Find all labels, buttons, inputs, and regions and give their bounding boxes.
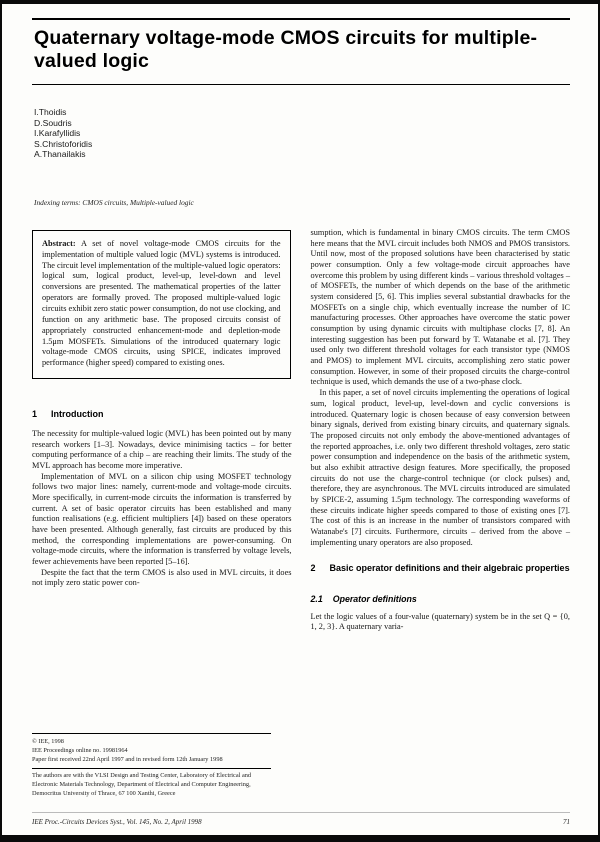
- abstract-box: [32, 230, 291, 379]
- section-1-heading: [32, 409, 292, 421]
- intro-paragraph: Implementation of MVL on a silicon chip using MOSFET technology follows two major lines: namely, current-mode and voltage-mode circuits. More specifically, in current-mode circuits the information is transferred by current. A set of basic operator circuits has been established and many function realisations (e.g. efficient multipliers [4]) based on these operators have been presented. Although generally, fast circuits are produced by this method, the corresponding implementations are power-consuming. On voltage-mode circuits, where the information is transferred by voltage levels, fewer achievements have been reported [5–16].: [32, 471, 292, 567]
- body-paragraph: sumption, which is fundamental in binary CMOS circuits. The term CMOS here means that the MVL circuit includes both NMOS and PMOS transistors. Until now, most of the proposed solutions have been characterised by static power consumption. Only a few voltage-mode circuit approaches have overcome this problem by using different kinds – various threshold voltages – of MOSFETs, the number of which depends on the base of the arithmetic system considered [5, 6]. This implies several substantial drawbacks for the MOSFETs on a single chip, which eventually increase the number of IC manufacturing processes. Other approaches have overcome the static power consumption by using dynamic circuits with multiphase clocks [7, 8]. An interesting suggestion has been put forward by T. Watanabe et al. [7]. They used only two different threshold voltages for each transistor type (NMOS and PMOS) to implement MVL circuits, accomplishing zero static power consumption. However, in some of their proposed circuits the charge-control technique is used, which demands the use of a two-phase clock.: [310, 227, 570, 387]
- author: S.Christoforidis: [34, 138, 93, 149]
- footnote-block: [32, 733, 271, 799]
- top-rule: [32, 18, 570, 20]
- section-2-heading: [311, 563, 571, 575]
- received-line: Paper first received 22nd April 1997 and in revised form 12th January 1998: [32, 755, 223, 763]
- section-number: 2: [310, 563, 316, 574]
- body-paragraph: Let the logic values of a four-value (quaternary) system be in the set Q = {0, 1, 2, 3}. A quaternary varia-: [310, 611, 570, 632]
- title-bottom-rule: [32, 84, 570, 85]
- abstract-body: A set of novel voltage-mode CMOS circuits for the implementation of multiple valued logic (MVL) systems is introduced. The circuit level implementation of the multiple-valued logic operators: logical sum, logical product, level-up, level-down and level conversions are presented. The mathematical properties of the latter operators are formally proved. The proposed multiple-valued logic circuits exhibit zero static power consumption, do not use clocking, and function on any arithmetic base. The proposed circuits consist of appropriately constructed enhancement-mode and depletion-mode 1.5μm MOSFETs. Simulations of the introduced quaternary logic voltage-mode CMOS circuits, using SPICE, indicates improved performance (higher speed) compared to existing ones.: [42, 238, 281, 368]
- section-title: Basic operator definitions and their algebraic properties: [329, 563, 570, 574]
- two-column-body: [32, 228, 570, 799]
- footnote-divider: [32, 768, 271, 769]
- author-list: [34, 107, 570, 159]
- subsection-number: 2.1: [310, 594, 323, 605]
- left-column: [32, 228, 292, 799]
- intro-paragraph: Despite the fact that the term CMOS is also used in MVL circuits, it does not imply zero static power con-: [32, 567, 292, 588]
- paper-title: Quaternary voltage-mode CMOS circuits for multiple-valued logic: [34, 27, 538, 72]
- indexing-terms: Indexing terms: CMOS circuits, Multiple-valued logic: [34, 197, 194, 207]
- online-number-line: IEE Proceedings online no. 19981964: [32, 746, 128, 754]
- abstract-label: Abstract:: [42, 238, 76, 248]
- abstract-text: [42, 239, 281, 369]
- section-2-1-heading: [311, 594, 571, 605]
- journal-reference: IEE Proc.-Circuits Devices Syst., Vol. 145, No. 2, April 1998: [32, 818, 202, 826]
- author: A.Thanailakis: [34, 149, 86, 160]
- section-number: 1: [32, 409, 38, 420]
- author: I.Karafyllidis: [34, 128, 81, 139]
- author: D.Soudris: [34, 117, 72, 128]
- page-footer: [32, 812, 570, 826]
- author: I.Thoidis: [34, 107, 67, 118]
- body-paragraph: In this paper, a set of novel circuits implementing the operations of logical sum, logical product, level-up, level-down and cyclic conversions is introduced. Quaternary logic is chosen because of easy conversion between binary signals, derived from existing binary circuits, and quaternary signals. The proposed circuits not only embody the above-mentioned advantages of the reported approaches, i.e. only two different threshold voltages, zero static power consumption and independence on the basis of the arithmetic system, but also exhibit attractive design features. More specifically, the proposed circuits do not use the charge-control technique (or clock pulses) and, therefore, they are asynchronous. The MVL circuits introduced are simulated by SPICE-2, assuming 1.5μm technology. The corresponding waveforms of these circuits indicate higher speeds compared to those of existing ones [7]. The cost of this is an increase in the number of transistors compared with Watanabe's [7] circuits. Furthermore, circuits – derived from the above – implementing unary operators are also proposed.: [310, 388, 570, 547]
- right-column: [311, 228, 571, 799]
- affiliation-line: The authors are with the VLSI Design and Testing Center, Laboratory of Electrical and Electronic Materials Technology, Department of Electrical and Computer Engineering, Democritus University of Thrace, 67 100 Xanthi, Greece: [32, 772, 252, 797]
- subsection-title: Operator definitions: [332, 594, 417, 605]
- page-number: 71: [563, 818, 570, 826]
- intro-paragraph: The necessity for multiple-valued logic (MVL) has been pointed out by many research workers [1–3]. Nowadays, device minimising tactics – for better computing performance of a chip – are reaching their limits. The study of the MVL approach has become more imperative.: [32, 428, 292, 470]
- copyright-line: © IEE, 1998: [32, 737, 64, 745]
- section-title: Introduction: [51, 409, 104, 420]
